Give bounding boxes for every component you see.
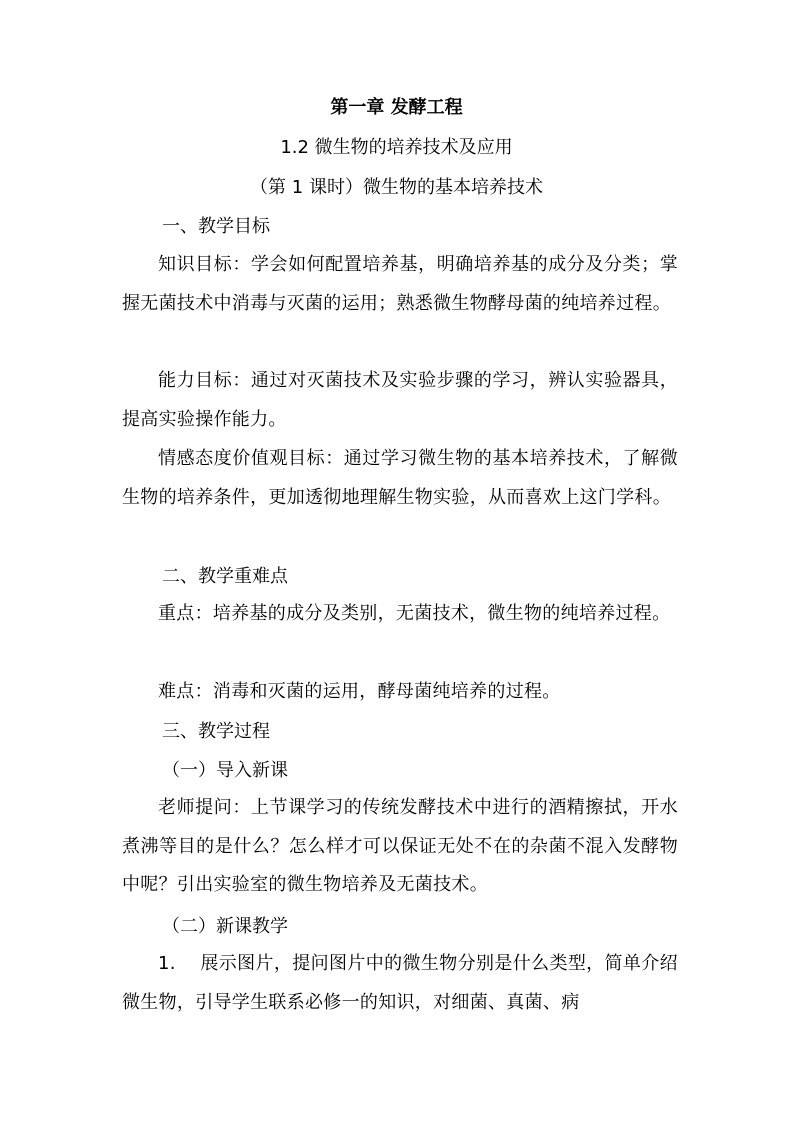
paragraph-ability-objective: 能力目标：通过对灭菌技术及实验步骤的学习，辨认实验器具，提高实验操作能力。 bbox=[122, 370, 678, 430]
paragraph-introduction: 老师提问：上节课学习的传统发酵技术中进行的酒精擦拭，开水煮沸等目的是什么？怎么样才可以保证无处不在的杂菌不混入发酵物中呢？引出实验室的微生物培养及无菌技术。 bbox=[122, 797, 678, 896]
subheading-introduction: （一）导入新课 bbox=[162, 760, 288, 781]
paragraph-difficult-point: 难点：消毒和灭菌的运用，酵母菌纯培养的过程。 bbox=[158, 681, 561, 702]
subheading-new-lesson: （二）新课教学 bbox=[162, 916, 288, 937]
heading-teaching-objectives: 一、教学目标 bbox=[162, 216, 270, 237]
heading-teaching-process: 三、教学过程 bbox=[162, 721, 270, 742]
paragraph-knowledge-objective: 知识目标：学会如何配置培养基，明确培养基的成分及分类；掌握无菌技术中消毒与灭菌的运用；熟悉微生物酵母菌的纯培养过程。 bbox=[122, 254, 678, 314]
paragraph-key-point: 重点：培养基的成分及类别，无菌技术，微生物的纯培养过程。 bbox=[158, 603, 671, 624]
paragraph-step-one: 1. 展示图片，提问图片中的微生物分别是什么类型，简单介绍微生物，引导学生联系必修一的知识，对细菌、真菌、病 bbox=[122, 953, 678, 1013]
paragraph-emotion-objective: 情感态度价值观目标：通过学习微生物的基本培养技术，了解微生物的培养条件，更加透彻地理解生物实验，从而喜欢上这门学科。 bbox=[122, 448, 678, 508]
section-title: 1.2 微生物的培养技术及应用 bbox=[280, 137, 513, 158]
heading-key-points: 二、教学重难点 bbox=[162, 566, 288, 587]
chapter-title: 第一章 发酵工程 bbox=[330, 97, 463, 118]
lesson-title: （第 1 课时）微生物的基本培养技术 bbox=[250, 177, 543, 198]
